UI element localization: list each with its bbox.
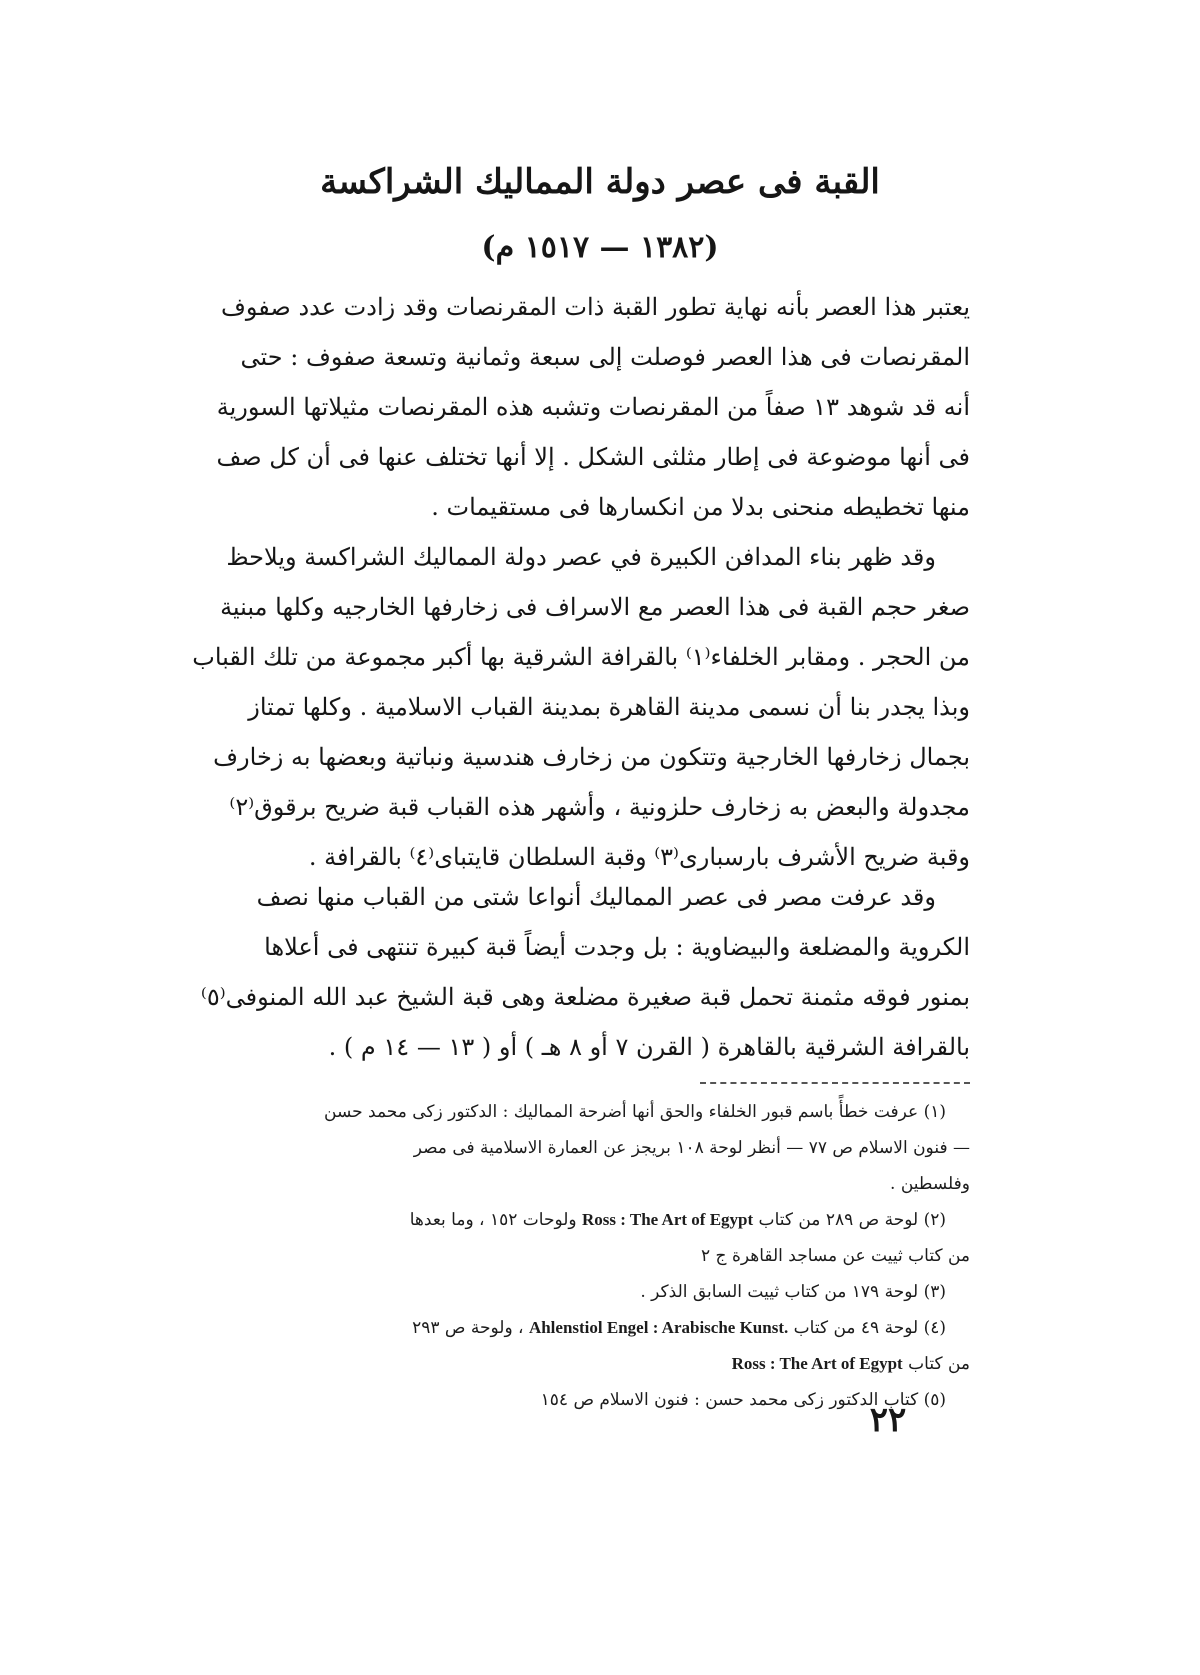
paragraph-line: أنه قد شوهد ١٣ صفاً من المقرنصات وتشبه هذه المقرنصات مثيلاتها السورية	[216, 393, 970, 421]
footnotes	[210, 1094, 970, 1418]
paragraph-3	[200, 872, 970, 1072]
footnote-5-line: (٥) كتاب الدكتور زكى محمد حسن : فنون الاسلام ص ١٥٤	[540, 1390, 946, 1410]
footnote-4-prefix: من كتاب	[902, 1354, 970, 1374]
paragraph-line: وبذا يجدر بنا أن نسمى مدينة القاهرة بمدينة القباب الاسلامية . وكلها تمتاز	[248, 693, 970, 721]
paragraph-line: من الحجر . ومقابر الخلفاء⁽١⁾ بالقرافة الشرقية بها أكبر مجموعة من تلك القباب	[192, 643, 970, 671]
paragraph-line: بجمال زخارفها الخارجية وتتكون من زخارف هندسية ونباتية وبعضها به زخارف	[213, 743, 970, 771]
page-title: القبة فى عصر دولة المماليك الشراكسة	[320, 162, 880, 202]
footnote-2-after: ولوحات ١٥٢ ، وما بعدها	[409, 1210, 583, 1230]
footnote-4-after: ، ولوحة ص ٢٩٣	[412, 1318, 529, 1338]
paragraph-line: صغر حجم القبة فى هذا العصر مع الاسراف فى زخارفها الخارجيه وكلها مبنية	[220, 593, 970, 621]
period-dates: (١٣٨٢ — ١٥١٧ م)	[481, 230, 719, 265]
page-number: ٢٢	[869, 1400, 907, 1440]
footnote-4-latin-title-2: Ross : The Art of Egypt	[731, 1354, 903, 1373]
footnote-divider	[700, 1082, 970, 1084]
footnote-3-line: (٣) لوحة ١٧٩ من كتاب ثييت السابق الذكر .	[640, 1282, 946, 1302]
footnote-4-line	[210, 1310, 970, 1346]
paragraph-line: الكروية والمضلعة والبيضاوية : بل وجدت أيضاً قبة كبيرة تنتهى فى أعلاها	[264, 933, 970, 961]
footnote-2-line	[210, 1202, 970, 1238]
paragraph-1	[210, 282, 970, 532]
paragraph-line: بالقرافة الشرقية بالقاهرة ( القرن ٧ أو ٨ هـ ) أو ( ١٣ — ١٤ م ) .	[328, 1033, 970, 1061]
paragraph-line: وقد عرفت مصر فى عصر المماليك أنواعا شتى من القباب منها نصف	[256, 883, 936, 911]
footnote-1-line: (١) عرفت خطأً باسم قبور الخلفاء والحق أنها أضرحة المماليك : الدكتور زكى محمد حسن	[324, 1102, 946, 1122]
footnote-4-before: (٤) لوحة ٤٩ من كتاب	[788, 1318, 946, 1338]
paragraph-line: المقرنصات فى هذا العصر فوصلت إلى سبعة وثمانية وتسعة صفوف : حتى	[240, 343, 970, 371]
footnote-2-before: (٢) لوحة ص ٢٨٩ من كتاب	[753, 1210, 946, 1230]
footnote-2-line: من كتاب ثييت عن مساجد القاهرة ج ٢	[701, 1246, 970, 1266]
paragraph-2	[192, 532, 970, 882]
footnote-4-latin-title: Ahlenstiol Engel : Arabische Kunst.	[528, 1318, 789, 1337]
footnote-1-line: وفلسطين .	[890, 1174, 970, 1194]
paragraph-line: يعتبر هذا العصر بأنه نهاية تطور القبة ذات المقرنصات وقد زادت عدد صفوف	[221, 293, 970, 321]
footnote-4-line	[210, 1346, 970, 1382]
footnote-1-line: — فنون الاسلام ص ٧٧ — أنظر لوحة ١٠٨ بريجز عن العمارة الاسلامية فى مصر	[413, 1138, 970, 1158]
footnote-2-latin-title: Ross : The Art of Egypt	[582, 1210, 754, 1229]
paragraph-line: مجدولة والبعض به زخارف حلزونية ، وأشهر هذه القباب قبة ضريح برقوق⁽٢⁾	[229, 793, 970, 821]
paragraph-line: منها تخطيطه منحنى بدلا من انكسارها فى مستقيمات .	[431, 493, 970, 521]
paragraph-line: فى أنها موضوعة فى إطار مثلثى الشكل . إلا أنها تختلف عنها فى أن كل صف	[216, 443, 970, 471]
paragraph-line: بمنور فوقه مثمنة تحمل قبة صغيرة مضلعة وهى قبة الشيخ عبد الله المنوفى⁽٥⁾	[200, 983, 970, 1011]
paragraph-line: وقد ظهر بناء المدافن الكبيرة في عصر دولة المماليك الشراكسة ويلاحظ	[226, 543, 936, 571]
paragraph-line: وقبة ضريح الأشرف بارسبارى⁽٣⁾ وقبة السلطان قايتباى⁽٤⁾ بالقرافة .	[308, 843, 970, 871]
